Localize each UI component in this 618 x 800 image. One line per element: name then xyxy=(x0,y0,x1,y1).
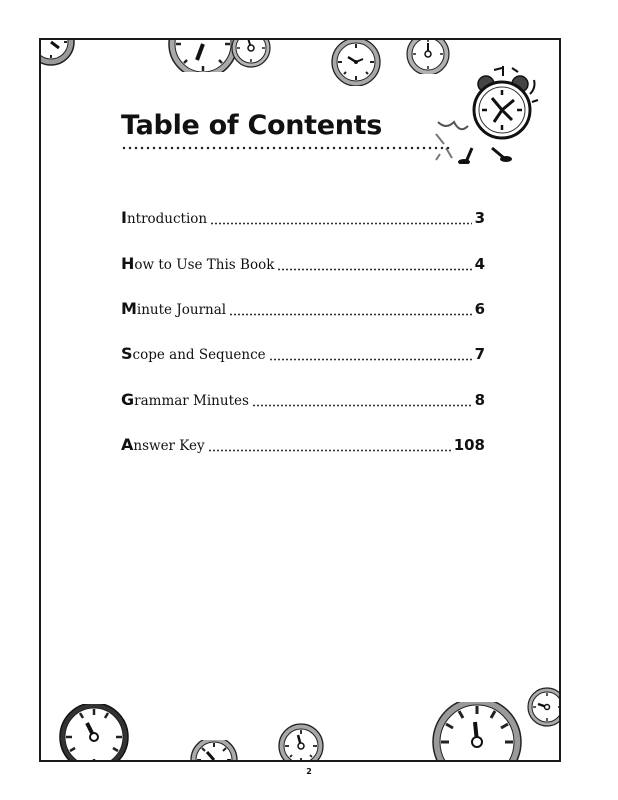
toc-entry-initial: I xyxy=(121,208,127,227)
wall-clock-icon xyxy=(189,740,239,762)
toc-entry-label xyxy=(121,208,207,227)
wall-clock-icon xyxy=(57,704,131,762)
dot-leader xyxy=(269,358,472,361)
wall-clock-icon xyxy=(39,38,75,74)
wall-clock-icon xyxy=(527,686,561,728)
wall-clock-icon xyxy=(329,38,383,86)
toc-entry-page: 3 xyxy=(474,209,485,227)
toc-entry-label xyxy=(121,254,274,273)
wall-clock-icon xyxy=(167,38,239,72)
toc-entry-how-to-use[interactable] xyxy=(121,254,485,276)
title-dotted-rule xyxy=(121,146,451,150)
toc-entry-scope-and-sequence[interactable] xyxy=(121,344,485,366)
toc-entry-page: 6 xyxy=(474,300,485,318)
toc-entry-initial: S xyxy=(121,344,133,363)
dot-leader xyxy=(277,268,471,271)
toc-entry-title: ow to Use This Book xyxy=(134,257,275,273)
dot-leader xyxy=(229,313,471,316)
toc-entry-label xyxy=(121,344,266,363)
toc-entry-minute-journal[interactable] xyxy=(121,299,485,321)
toc-entry-answer-key[interactable] xyxy=(121,435,485,457)
toc-entry-page: 7 xyxy=(474,345,485,363)
toc-entry-title: ntroduction xyxy=(126,211,208,227)
toc-entry-introduction[interactable] xyxy=(121,208,485,230)
wall-clock-icon xyxy=(431,702,523,762)
toc-entry-initial: H xyxy=(121,254,135,273)
toc-entry-initial: G xyxy=(121,390,135,409)
toc-entry-label xyxy=(121,435,205,454)
toc-entry-title: inute Journal xyxy=(136,302,227,318)
wall-clock-icon xyxy=(231,38,271,68)
page-number: 2 xyxy=(306,767,312,776)
toc-entry-title: rammar Minutes xyxy=(134,393,249,409)
toc-entry-label xyxy=(121,390,249,409)
dot-leader xyxy=(252,404,472,407)
toc-entry-title: nswer Key xyxy=(133,438,205,454)
wall-clock-icon xyxy=(277,722,325,762)
toc-entry-page: 108 xyxy=(453,436,485,454)
toc-entry-page: 4 xyxy=(474,255,485,273)
page-title: Table of Contents xyxy=(121,110,383,141)
toc-entry-label xyxy=(121,299,226,318)
toc-entry-grammar-minutes[interactable] xyxy=(121,390,485,412)
dot-leader xyxy=(208,449,451,452)
dot-leader xyxy=(210,222,471,225)
toc-entry-page: 8 xyxy=(474,391,485,409)
toc-entry-title: cope and Sequence xyxy=(132,347,266,363)
toc-entry-initial: A xyxy=(121,435,134,454)
toc-entry-initial: M xyxy=(121,299,137,318)
